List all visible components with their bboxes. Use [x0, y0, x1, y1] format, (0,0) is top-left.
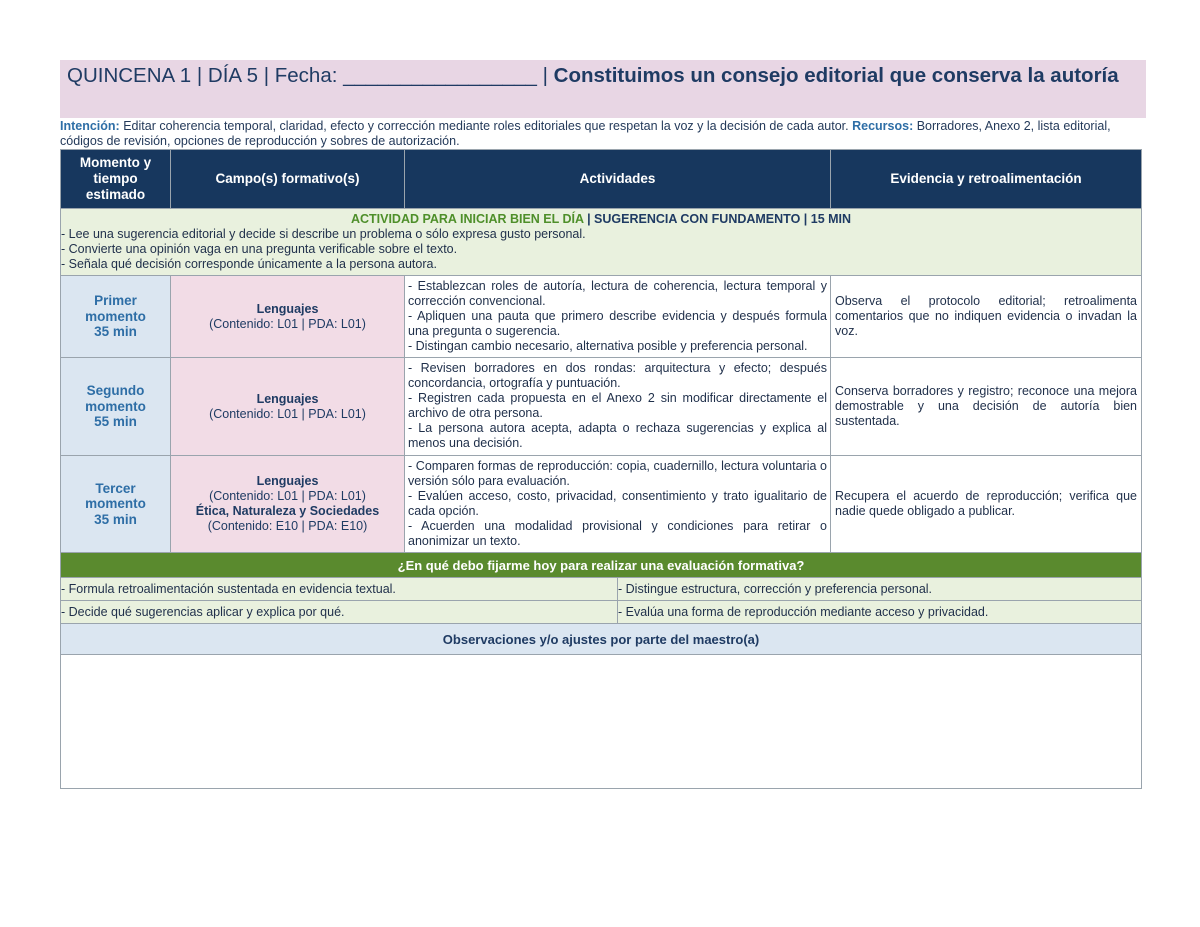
formative-field: Lenguajes (Contenido: L01 | PDA: L01) Ética, Naturaleza y Sociedades (Contenido: E10 | PDA: E10) — [171, 456, 405, 553]
activities-cell: - Comparen formas de reproducción: copia, cuadernillo, lectura voluntaria o versión sólo para evaluación. - Evalúen acceso, costo, privacidad, consentimiento y trato igualitario de cada opción. - Acuerden una modalidad provisional y condiciones para retirar o anonimizar un texto. — [405, 456, 831, 553]
header-moment: Momento y tiempo estimado — [61, 150, 171, 209]
evaluation-table — [60, 552, 1142, 789]
moment-name: Primer momento 35 min — [61, 276, 171, 358]
header-activities: Actividades — [405, 150, 831, 209]
page-title — [60, 60, 1146, 118]
intent-resources — [60, 118, 1141, 149]
resources-text: Borradores, Anexo 2, lista editorial, códigos de revisión, opciones de reproducción y sobres de autorización. — [60, 119, 1111, 148]
moment-row-1 — [61, 276, 1142, 358]
evaluation-criterion: - Formula retroalimentación sustentada en evidencia textual. — [61, 578, 618, 601]
moment-row-3 — [61, 456, 1142, 553]
evaluation-row — [61, 601, 1142, 624]
evaluation-criterion: - Decide qué sugerencias aplicar y explica por qué. — [61, 601, 618, 624]
lesson-plan-page — [60, 60, 1141, 789]
observations-area-row — [61, 655, 1142, 789]
activities-cell: - Revisen borradores en dos rondas: arquitectura y efecto; después concordancia, ortografía y puntuación. - Registren cada propuesta en el Anexo 2 sin modificar directamente el archivo de otra persona. - La persona autora acepta, adapta o rechaza sugerencias y explica al menos una decisión. — [405, 358, 831, 456]
start-item: - Lee una sugerencia editorial y decide si describe un problema o sólo expresa gusto personal. — [61, 227, 586, 241]
start-activity-cell — [61, 209, 1142, 276]
moment-row-2 — [61, 358, 1142, 456]
observations-heading: Observaciones y/o ajustes por parte del maestro(a) — [61, 624, 1142, 655]
start-activity-title: ACTIVIDAD PARA INICIAR BIEN EL DÍA | SUGERENCIA CON FUNDAMENTO | 15 MIN — [350, 212, 852, 226]
evaluation-heading-row — [61, 553, 1142, 578]
activities-cell: - Establezcan roles de autoría, lectura de coherencia, lectura temporal y corrección convencional. - Apliquen una pauta que primero describe evidencia y después formula una pregunta o sugerencia. - Distingan cambio necesario, alternativa posible y preferencia personal. — [405, 276, 831, 358]
title-topic: Constituimos un consejo editorial que conserva la autoría — [553, 64, 1119, 87]
intent-text: Editar coherencia temporal, claridad, efecto y corrección mediante roles editoriales que respetan la voz y la decisión de cada autor. — [123, 119, 849, 133]
start-item: - Señala qué decisión corresponde únicamente a la persona autora. — [61, 257, 437, 271]
moment-name: Tercer momento 35 min — [61, 456, 171, 553]
evidence-cell: Conserva borradores y registro; reconoce una mejora demostrable y una decisión de autoría bien sustentada. — [831, 358, 1142, 456]
formative-field: Lenguajes (Contenido: L01 | PDA: L01) — [171, 358, 405, 456]
header-evidence: Evidencia y retroalimentación — [831, 150, 1142, 209]
formative-field: Lenguajes (Contenido: L01 | PDA: L01) — [171, 276, 405, 358]
evidence-cell: Recupera el acuerdo de reproducción; verifica que nadie quede obligado a publicar. — [831, 456, 1142, 553]
header-field: Campo(s) formativo(s) — [171, 150, 405, 209]
start-item: - Convierte una opinión vaga en una pregunta verificable sobre el texto. — [61, 242, 458, 256]
evaluation-criterion: - Evalúa una forma de reproducción mediante acceso y privacidad. — [618, 601, 1142, 624]
start-activity-row — [61, 209, 1142, 276]
evaluation-row — [61, 578, 1142, 601]
plan-table — [60, 149, 1142, 553]
intent-label: Intención: — [60, 119, 120, 133]
observations-area[interactable] — [61, 655, 1142, 789]
resources-label: Recursos: — [852, 119, 914, 133]
evaluation-heading: ¿En qué debo fijarme hoy para realizar una evaluación formativa? — [61, 553, 1142, 578]
table-header-row — [61, 150, 1142, 209]
title-date-line: QUINCENA 1 | DÍA 5 | Fecha: _________________ | — [67, 64, 548, 87]
moment-name: Segundo momento 55 min — [61, 358, 171, 456]
observations-heading-row — [61, 624, 1142, 655]
evaluation-criterion: - Distingue estructura, corrección y preferencia personal. — [618, 578, 1142, 601]
evidence-cell: Observa el protocolo editorial; retroalimenta comentarios que no indiquen evidencia o invadan la voz. — [831, 276, 1142, 358]
